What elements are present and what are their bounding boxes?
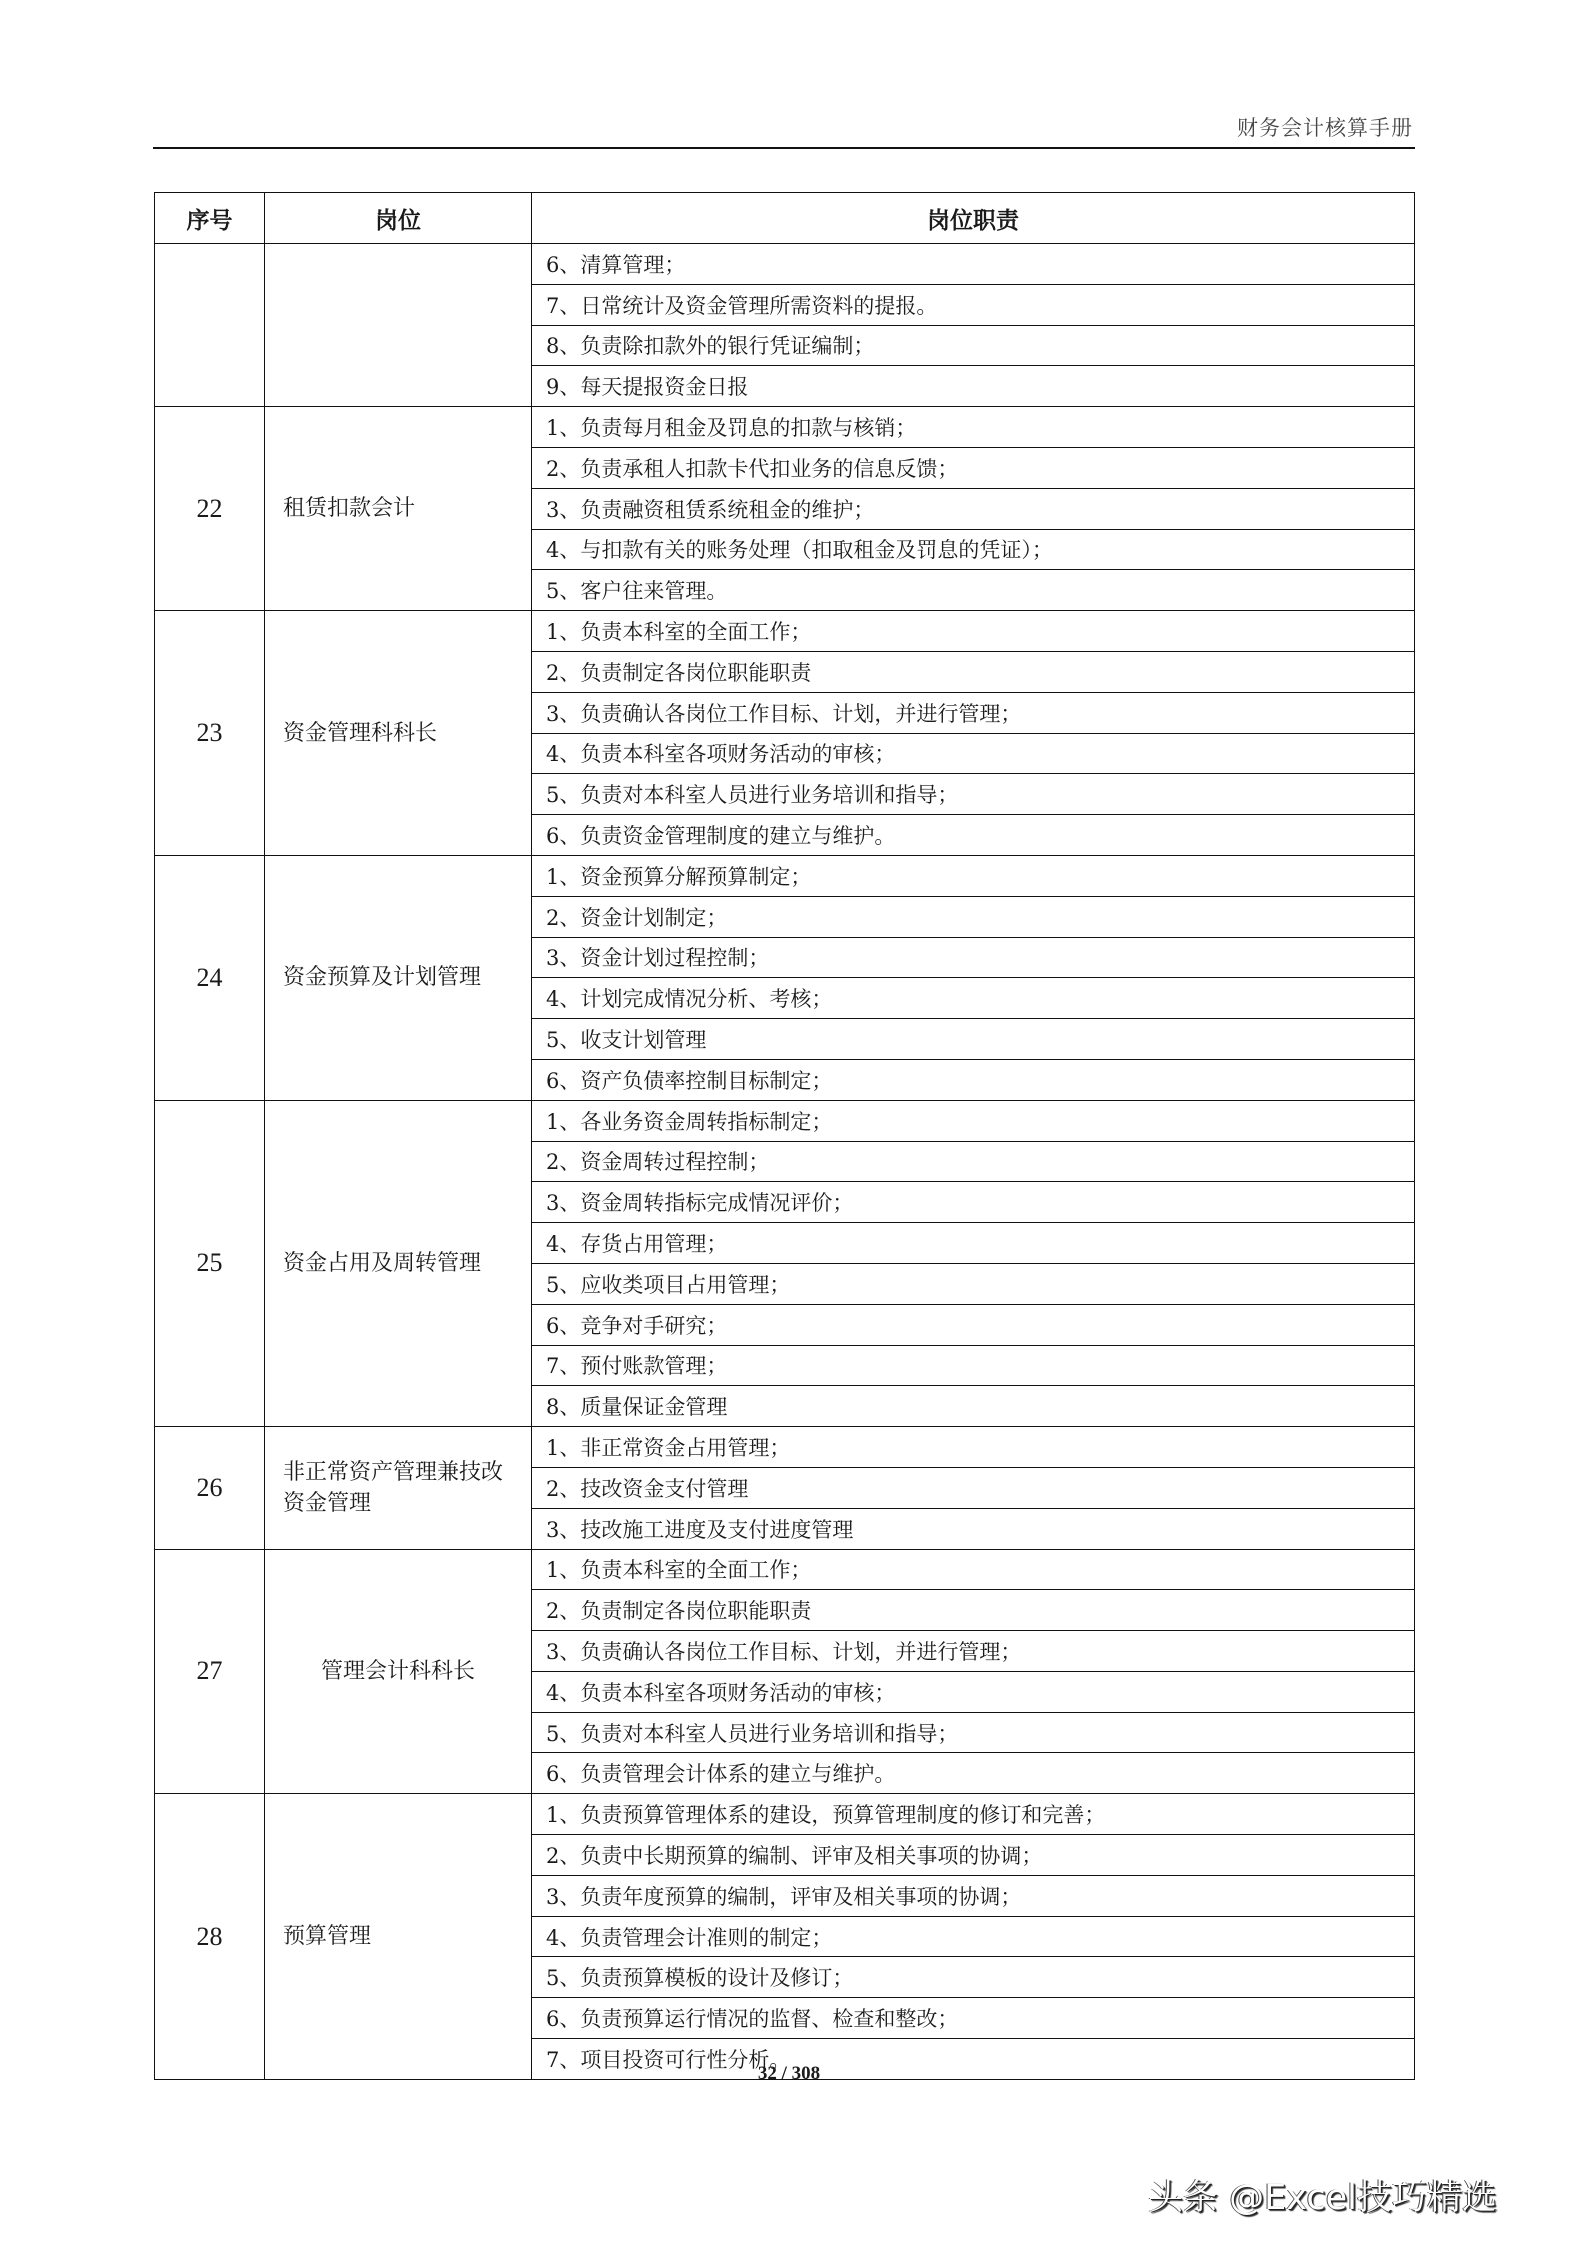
duty-cell: 2、负责制定各岗位职能职责 — [532, 1590, 1415, 1631]
duty-cell: 3、资金计划过程控制； — [532, 937, 1415, 978]
table-header-row — [155, 193, 1415, 244]
duty-table — [154, 192, 1415, 2080]
duty-cell: 2、资金计划制定； — [532, 896, 1415, 937]
duty-cell: 5、应收类项目占用管理； — [532, 1263, 1415, 1304]
table-row — [155, 244, 1415, 285]
seq-cell: 27 — [155, 1549, 265, 1794]
duty-cell: 2、负责制定各岗位职能职责 — [532, 651, 1415, 692]
seq-cell: 26 — [155, 1427, 265, 1549]
duty-cell: 1、负责本科室的全面工作； — [532, 1549, 1415, 1590]
duty-cell: 8、负责除扣款外的银行凭证编制； — [532, 325, 1415, 366]
duty-cell: 4、负责管理会计准则的制定； — [532, 1916, 1415, 1957]
duty-cell: 6、竞争对手研究； — [532, 1304, 1415, 1345]
duty-cell: 8、质量保证金管理 — [532, 1386, 1415, 1427]
table-row — [155, 1427, 1415, 1468]
duty-cell: 4、负责本科室各项财务活动的审核； — [532, 1671, 1415, 1712]
duty-cell: 1、负责预算管理体系的建设，预算管理制度的修订和完善； — [532, 1794, 1415, 1835]
table-row — [155, 611, 1415, 652]
duty-cell: 1、资金预算分解预算制定； — [532, 855, 1415, 896]
duty-cell: 6、清算管理； — [532, 244, 1415, 285]
duty-cell: 5、负责预算模板的设计及修订； — [532, 1957, 1415, 1998]
duty-cell: 3、负责确认各岗位工作目标、计划，并进行管理； — [532, 692, 1415, 733]
duty-cell: 7、项目投资可行性分析。 — [532, 2039, 1415, 2080]
duty-cell: 3、负责融资租赁系统租金的维护； — [532, 488, 1415, 529]
post-cell: 租赁扣款会计 — [265, 407, 532, 611]
duty-cell: 1、负责本科室的全面工作； — [532, 611, 1415, 652]
duty-cell: 6、资产负债率控制目标制定； — [532, 1059, 1415, 1100]
table-row — [155, 1794, 1415, 1835]
column-header-seq: 序号 — [155, 193, 265, 244]
duty-cell: 2、负责中长期预算的编制、评审及相关事项的协调； — [532, 1835, 1415, 1876]
table-row — [155, 1549, 1415, 1590]
table-row — [155, 855, 1415, 896]
duty-cell: 5、负责对本科室人员进行业务培训和指导； — [532, 774, 1415, 815]
seq-cell: 22 — [155, 407, 265, 611]
seq-cell: 25 — [155, 1100, 265, 1426]
duty-cell: 2、技改资金支付管理 — [532, 1467, 1415, 1508]
duty-cell: 2、负责承租人扣款卡代扣业务的信息反馈； — [532, 447, 1415, 488]
post-cell: 预算管理 — [265, 1794, 532, 2080]
duty-cell: 5、收支计划管理 — [532, 1019, 1415, 1060]
post-cell: 管理会计科科长 — [265, 1549, 532, 1794]
seq-cell: 23 — [155, 611, 265, 856]
running-head-title: 财务会计核算手册 — [1237, 116, 1413, 140]
duty-cell: 5、客户往来管理。 — [532, 570, 1415, 611]
post-cell — [265, 244, 532, 407]
duty-cell: 4、计划完成情况分析、考核； — [532, 978, 1415, 1019]
duty-cell: 4、存货占用管理； — [532, 1223, 1415, 1264]
post-cell: 资金占用及周转管理 — [265, 1100, 532, 1426]
duty-cell: 6、负责资金管理制度的建立与维护。 — [532, 815, 1415, 856]
post-cell: 非正常资产管理兼技改资金管理 — [265, 1427, 532, 1549]
seq-cell: 24 — [155, 855, 265, 1100]
duty-cell: 3、技改施工进度及支付进度管理 — [532, 1508, 1415, 1549]
post-cell: 资金管理科科长 — [265, 611, 532, 856]
page-number: 32 / 308 — [757, 2063, 821, 2084]
duty-cell: 7、日常统计及资金管理所需资料的提报。 — [532, 284, 1415, 325]
duty-cell: 4、负责本科室各项财务活动的审核； — [532, 733, 1415, 774]
column-header-duties: 岗位职责 — [532, 193, 1415, 244]
post-cell: 资金预算及计划管理 — [265, 855, 532, 1100]
column-header-post: 岗位 — [265, 193, 532, 244]
seq-cell — [155, 244, 265, 407]
duty-cell: 5、负责对本科室人员进行业务培训和指导； — [532, 1712, 1415, 1753]
table-body — [155, 244, 1415, 2080]
watermark: 头条 @Excel技巧精选 — [1148, 2178, 1497, 2218]
duty-cell: 6、负责管理会计体系的建立与维护。 — [532, 1753, 1415, 1794]
duty-cell: 1、负责每月租金及罚息的扣款与核销； — [532, 407, 1415, 448]
duty-cell: 3、负责年度预算的编制，评审及相关事项的协调； — [532, 1875, 1415, 1916]
seq-cell: 28 — [155, 1794, 265, 2080]
duty-cell: 4、与扣款有关的账务处理（扣取租金及罚息的凭证）； — [532, 529, 1415, 570]
table-row — [155, 407, 1415, 448]
duty-cell: 3、资金周转指标完成情况评价； — [532, 1182, 1415, 1223]
duty-cell: 9、每天提报资金日报 — [532, 366, 1415, 407]
duty-cell: 3、负责确认各岗位工作目标、计划，并进行管理； — [532, 1631, 1415, 1672]
duty-cell: 2、资金周转过程控制； — [532, 1141, 1415, 1182]
header-rule — [153, 147, 1415, 149]
duty-cell: 6、负责预算运行情况的监督、检查和整改； — [532, 1998, 1415, 2039]
duty-cell: 1、非正常资金占用管理； — [532, 1427, 1415, 1468]
duty-cell: 1、各业务资金周转指标制定； — [532, 1100, 1415, 1141]
table-row — [155, 1100, 1415, 1141]
duty-cell: 7、预付账款管理； — [532, 1345, 1415, 1386]
